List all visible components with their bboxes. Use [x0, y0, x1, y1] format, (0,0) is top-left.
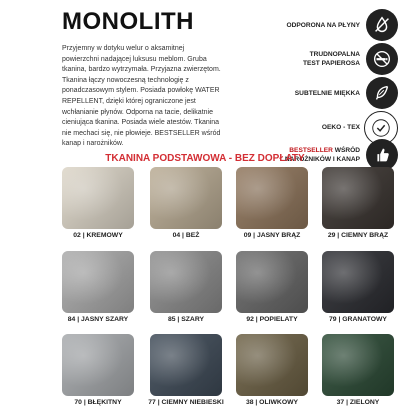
section-subtitle: TKANINA PODSTAWOWA - BEZ DOPŁATY — [105, 153, 305, 164]
description-line: wchłanianie płynów. Odporna na tacie, delikatnie — [62, 108, 213, 116]
fabric-texture — [150, 251, 222, 313]
swatch-label: 02 | KREMOWY — [73, 232, 123, 239]
description-line: nie mechaci się, nie płowieje. BESTSELLER wśród — [62, 129, 221, 137]
fabric-texture — [322, 334, 394, 396]
swatch-label: 77 | CIEMNY NIEBIESKI — [148, 399, 224, 406]
description-line: tkanina, bardzo wytrzymała. Przyjazna zwierzętom. — [62, 66, 221, 74]
product-description — [62, 44, 240, 150]
feature-label: TRUDNOPALNA — [309, 51, 360, 58]
fabric-swatch — [322, 167, 394, 229]
fabric-texture — [62, 251, 134, 313]
description-line: kanap i narożników. — [62, 140, 124, 148]
fabric-texture — [236, 251, 308, 313]
feature-label: TEST PAPIEROSA — [302, 60, 360, 67]
swatch-label: 29 | CIEMNY BRĄZ — [327, 232, 389, 239]
fabric-swatch — [236, 251, 308, 313]
swatch-label: 37 | ZIELONY — [336, 399, 380, 406]
feature-label: NAROŻNIKÓW I KANAP — [284, 156, 360, 163]
fabric-texture — [236, 167, 308, 229]
fabric-swatch — [236, 167, 308, 229]
swatch-label: 84 | JASNY SZARY — [67, 316, 129, 323]
swatch-label: 85 | SZARY — [167, 316, 205, 323]
swatch-label: 92 | POPIELATY — [246, 316, 298, 323]
description-line: cieniująca tkanina. Posiada wiele atestów. Tkanina — [62, 119, 220, 127]
description-line: REPELLENT, dzięki której ograniczone jest — [62, 97, 196, 105]
feature-label: ODPORONA NA PŁYNY — [286, 21, 360, 29]
fabric-texture — [62, 167, 134, 229]
description-line: Przyjemny w dotyku welur o aksamitnej — [62, 45, 185, 52]
no-smoking-icon — [366, 43, 398, 75]
fabric-swatch — [150, 167, 222, 229]
fabric-swatch — [62, 167, 134, 229]
description-line: powierzchni nadającej luksusu meblom. Gruba — [62, 55, 207, 63]
fabric-texture — [150, 167, 222, 229]
swatch-label: 70 | BŁĘKITNY — [74, 399, 122, 406]
description-line: ponadczasowym stylem. Posiada powłokę WATER — [62, 87, 220, 95]
fabric-swatch — [322, 334, 394, 396]
fabric-texture — [322, 251, 394, 313]
fabric-texture — [322, 167, 394, 229]
page-title: MONOLITH — [62, 8, 194, 35]
fabric-swatch — [62, 334, 134, 396]
fabric-swatch — [62, 251, 134, 313]
fabric-swatch — [150, 334, 222, 396]
fabric-swatch — [236, 334, 308, 396]
swatch-label: 09 | JASNY BRĄZ — [243, 232, 301, 239]
swatch-label: 04 | BEŻ — [172, 232, 200, 239]
fabric-texture — [236, 334, 308, 396]
feature-flame-retardant — [234, 42, 404, 76]
feature-soft — [234, 76, 404, 110]
feature-label: OEKO - TEX — [321, 123, 360, 131]
fabric-texture — [62, 334, 134, 396]
feature-label: SUBTELNIE MIĘKKA — [294, 89, 360, 97]
swatch-label: 79 | GRANATOWY — [329, 316, 387, 323]
drop-no-icon — [366, 9, 398, 41]
swatch-label: 38 | OLIWKOWY — [245, 399, 299, 406]
feather-icon — [366, 77, 398, 109]
fabric-swatch — [322, 251, 394, 313]
feature-label: WŚRÓD — [332, 147, 360, 154]
bestseller-label: BESTSELLER — [289, 147, 333, 154]
fabric-texture — [150, 334, 222, 396]
feature-liquid-resistant — [234, 8, 404, 42]
fabric-swatch — [150, 251, 222, 313]
description-line: Tkanina łączy nowoczesną technologię z — [62, 76, 189, 84]
